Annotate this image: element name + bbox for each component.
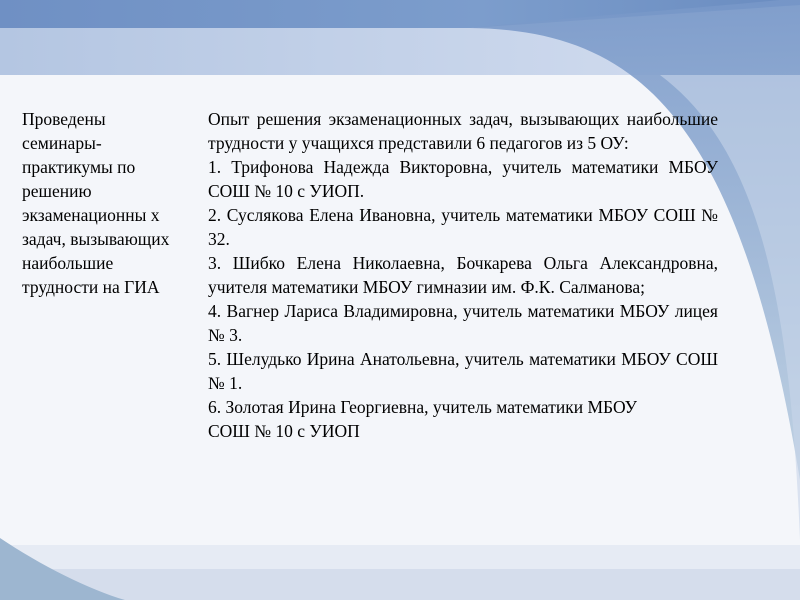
teacher-item-2: 2. Суслякова Елена Ивановна, учитель математики МБОУ СОШ № 32. (208, 205, 718, 249)
teacher-item-6-line2: СОШ № 10 с УИОП (208, 421, 360, 441)
right-column (208, 107, 718, 443)
teacher-item-5: 5. Шелудько Ирина Анатольевна, учитель математики МБОУ СОШ № 1. (208, 349, 718, 393)
left-column (22, 107, 172, 299)
intro-paragraph: Опыт решения экзаменационных задач, вызывающих наибольшие трудности у учащихся представили 6 педагогов из 5 ОУ: (208, 109, 718, 153)
seminar-summary: Проведены семинары-практикумы по решению экзаменационны х задач, вызывающих наибольшие трудности на ГИА (22, 109, 170, 297)
teacher-item-6-line1: 6. Золотая Ирина Георгиевна, учитель математики МБОУ (208, 397, 638, 417)
teacher-item-3: 3. Шибко Елена Николаевна, Бочкарева Ольга Александровна, учителя математики МБОУ гимназии им. Ф.К. Салманова; (208, 253, 718, 297)
teacher-item-6 (208, 395, 718, 443)
teacher-item-4: 4. Вагнер Лариса Владимировна, учитель математики МБОУ лицея № 3. (208, 301, 718, 345)
teacher-item-1: 1. Трифонова Надежда Викторовна, учитель математики МБОУ СОШ № 10 с УИОП. (208, 157, 718, 201)
